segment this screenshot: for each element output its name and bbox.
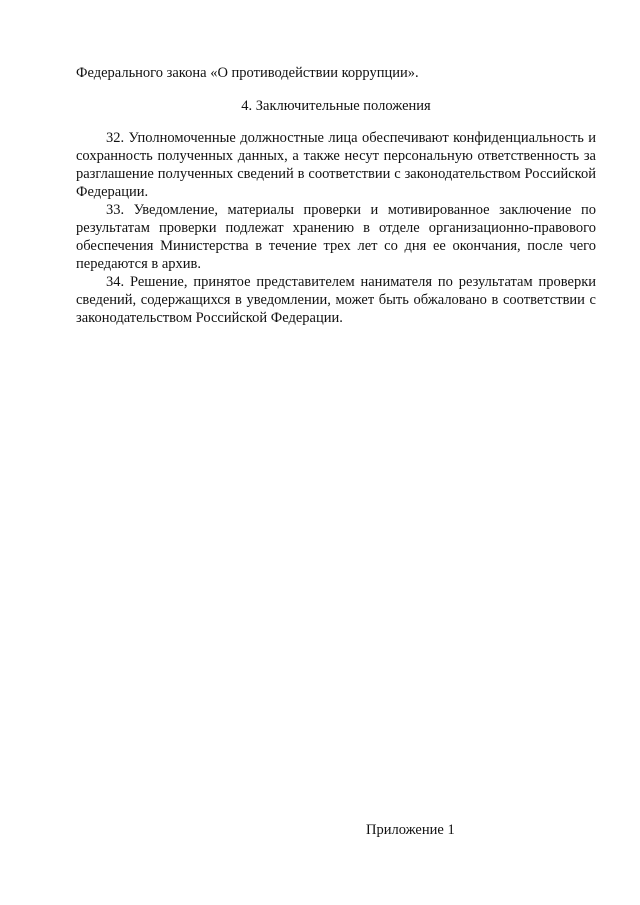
paragraph-34: 34. Решение, принятое представителем нанимателя по результатам проверки сведений, содержащихся в уведомлении, может быть обжаловано в соответствии с законодательством Российской Федерации. [76, 274, 596, 326]
paragraph-33: 33. Уведомление, материалы проверки и мотивированное заключение по результатам проверки подлежат хранению в отделе организационно-правового обеспечения Министерства в течение трех лет со дня ее окончания, после чего передаются в архив. [76, 202, 596, 272]
section-heading: 4. Заключительные положения [241, 98, 431, 114]
section-body [76, 129, 596, 327]
appendix-label: Приложение 1 [366, 822, 455, 838]
lead-line: Федерального закона «О противодействии коррупции». [76, 65, 419, 81]
paragraph-32: 32. Уполномоченные должностные лица обеспечивают конфиденциальность и сохранность полученных данных, а также несут персональную ответственность за разглашение полученных сведений в соответствии с законодательством Российской Федерации. [76, 130, 596, 200]
